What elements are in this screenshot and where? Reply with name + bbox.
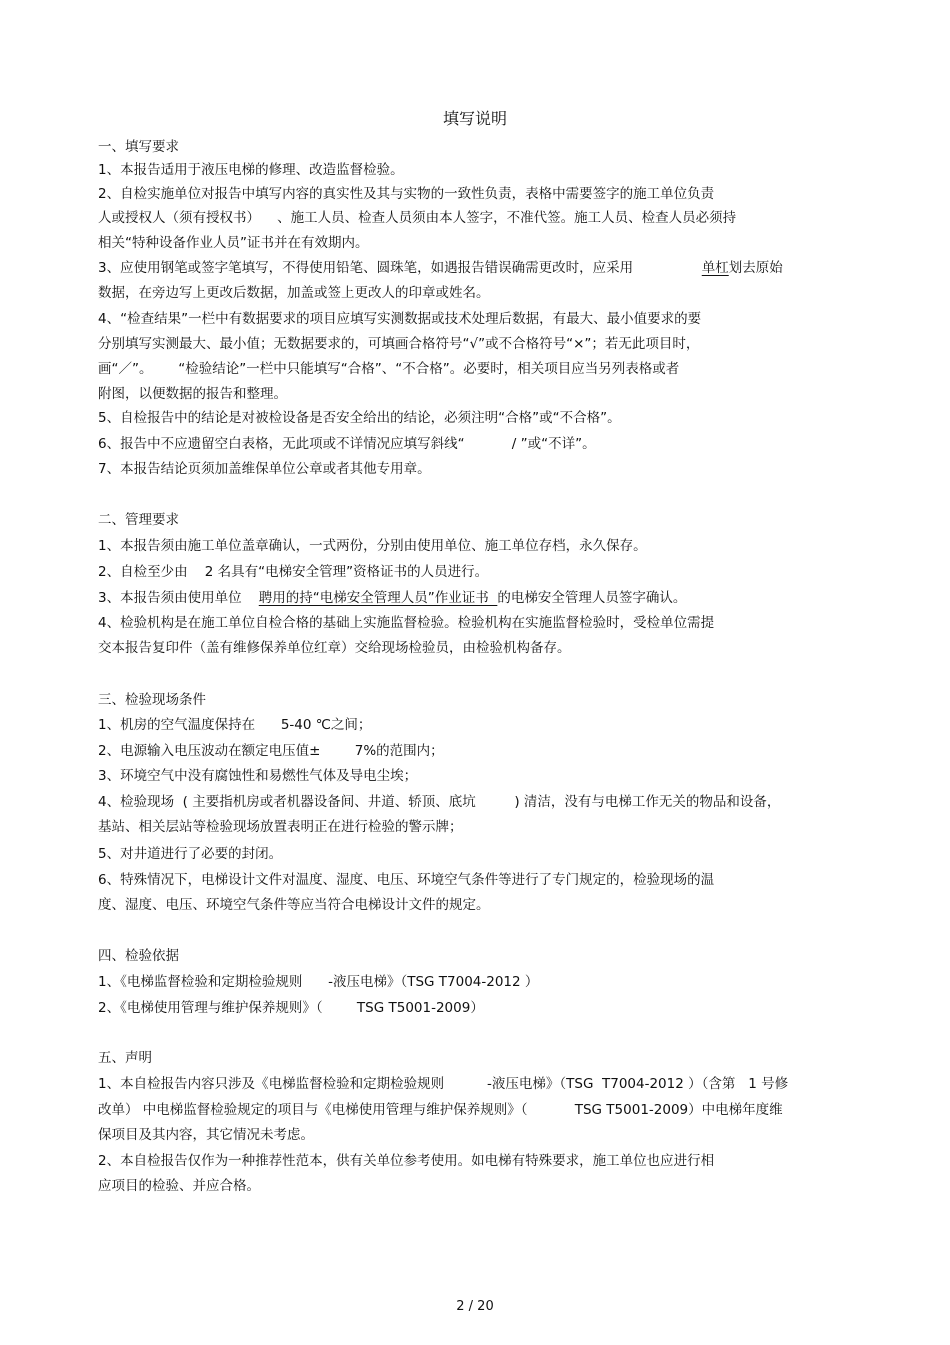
paragraph-line: 改单） 中电梯监督检验规定的项目与《电梯使用管理与维护保养规则》（ TSG T5001-2009）中电梯年度维	[98, 1102, 783, 1118]
paragraph-line: 数据，在旁边写上更改后数据，加盖或签上更改人的印章或姓名。	[98, 285, 490, 301]
paragraph-line: 保项目及其内容，其它情况未考虑。	[98, 1127, 314, 1143]
paragraph-line: 3、环境空气中没有腐蚀性和易燃性气体及导电尘埃；	[98, 768, 418, 784]
underlined-text: 单杠	[701, 260, 729, 276]
section-heading-inspection-basis: 四、检验依据	[98, 948, 179, 964]
paragraph-line	[98, 588, 686, 608]
paragraph-line: 应项目的检验、并应合格。	[98, 1178, 260, 1194]
paragraph-line: 人或授权人（须有授权书） 、施工人员、检查人员须由本人签字，不准代签。施工人员、检查人员必须持	[98, 210, 737, 226]
paragraph-line: 度、湿度、电压、环境空气条件等应当符合电梯设计文件的规定。	[98, 897, 490, 913]
section-heading-statement: 五、声明	[98, 1050, 152, 1066]
paragraph-line: 画“／”。 “检验结论”一栏中只能填写“合格”、“不合格”。必要时，相关项目应当另列表格或者	[98, 361, 680, 377]
page-title: 填写说明	[442, 109, 507, 128]
paragraph-line	[98, 258, 783, 278]
section-heading-fill-requirements: 一、填写要求	[98, 139, 179, 155]
paragraph-line: 1、本报告须由施工单位盖章确认，一式两份，分别由使用单位、施工单位存档，永久保存。	[98, 538, 647, 554]
line-text: 3、本报告须由使用单位	[98, 590, 259, 606]
section-heading-management: 二、管理要求	[98, 512, 179, 528]
paragraph-line: 1、《电梯监督检验和定期检验规则 -液压电梯》（TSG T7004-2012 ）	[98, 974, 539, 990]
paragraph-line: 2、《电梯使用管理与维护保养规则》（ TSG T5001-2009）	[98, 1000, 484, 1016]
page-number: 2 / 20	[456, 1299, 494, 1314]
line-text: 的电梯安全管理人员签字确认。	[497, 590, 687, 606]
paragraph-line: 5、对井道进行了必要的封闭。	[98, 846, 283, 862]
paragraph-line: 2、本自检报告仅作为一种推荐性范本，供有关单位参考使用。如电梯有特殊要求，施工单位也应进行相	[98, 1153, 715, 1169]
paragraph-line: 4、检验机构是在施工单位自检合格的基础上实施监督检验。检验机构在实施监督检验时，受检单位需提	[98, 615, 715, 631]
paragraph-line: 2、电源输入电压波动在额定电压值± 7%的范围内；	[98, 743, 444, 759]
underlined-text: 聘用的持“电梯安全管理人员”作业证书	[258, 590, 498, 606]
paragraph-line: 2、自检至少由 2 名具有“电梯安全管理”资格证书的人员进行。	[98, 564, 489, 580]
paragraph-line: 6、特殊情况下，电梯设计文件对温度、湿度、电压、环境空气条件等进行了专门规定的，检验现场的温	[98, 872, 715, 888]
paragraph-line: 2、自检实施单位对报告中填写内容的真实性及其与实物的一致性负责，表格中需要签字的施工单位负责	[98, 186, 715, 202]
line-text: 3、应使用钢笔或签字笔填写，不得使用铅笔、圆珠笔，如遇报告错误确需更改时，应采用	[98, 260, 702, 276]
paragraph-line: 4、检验现场 ( 主要指机房或者机器设备间、井道、轿顶、底坑 ) 清洁，没有与电梯工作无关的物品和设备，	[98, 794, 781, 810]
paragraph-line: 基站、相关层站等检验现场放置表明正在进行检验的警示牌；	[98, 819, 463, 835]
line-text: 划去原始	[728, 260, 783, 276]
paragraph-line: 交本报告复印件（盖有维修保养单位红章）交给现场检验员，由检验机构备存。	[98, 640, 571, 656]
paragraph-line: 附图，以便数据的报告和整理。	[98, 386, 287, 402]
paragraph-line: 5、自检报告中的结论是对被检设备是否安全给出的结论，必须注明“合格”或“不合格”。	[98, 410, 621, 426]
paragraph-line: 4、“检查结果”一栏中有数据要求的项目应填写实测数据或技术处理后数据，有最大、最小值要求的要	[98, 311, 702, 327]
paragraph-line: 1、本自检报告内容只涉及《电梯监督检验和定期检验规则 -液压电梯》（TSG T7004-2012 ）（含第 1 号修	[98, 1076, 789, 1092]
paragraph-line: 7、本报告结论页须加盖维保单位公章或者其他专用章。	[98, 461, 431, 477]
paragraph-line: 1、机房的空气温度保持在 5-40 ℃之间；	[98, 717, 372, 733]
paragraph-line: 6、报告中不应遗留空白表格，无此项或不详情况应填写斜线“ / ”或“不详”。	[98, 436, 596, 452]
paragraph-line: 1、本报告适用于液压电梯的修理、改造监督检验。	[98, 162, 404, 178]
section-heading-site-conditions: 三、检验现场条件	[98, 692, 206, 708]
paragraph-line: 相关“特种设备作业人员”证书并在有效期内。	[98, 235, 369, 251]
paragraph-line: 分别填写实测最大、最小值；无数据要求的，可填画合格符号“√”或不合格符号“×”；若无此项目时，	[98, 336, 700, 352]
